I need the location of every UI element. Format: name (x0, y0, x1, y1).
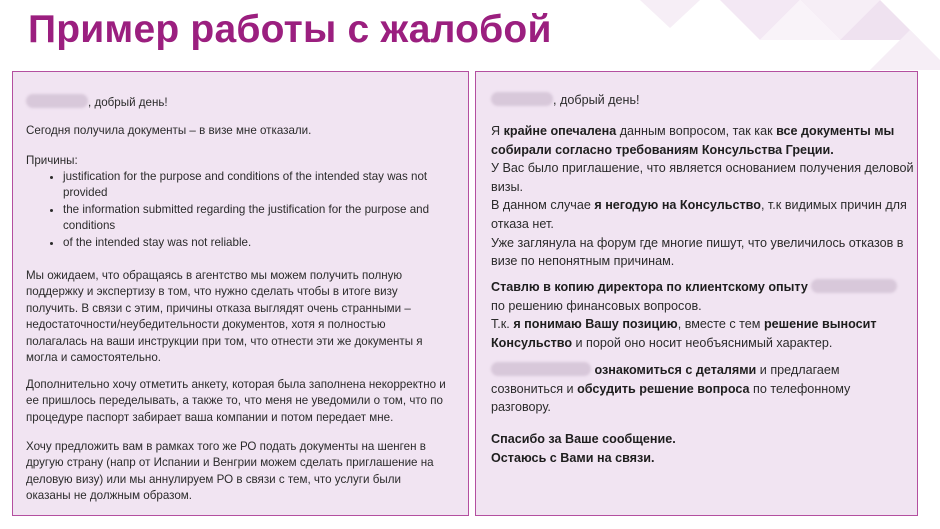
bold-span: Ставлю в копию директора по клиентскому опыту (491, 280, 808, 294)
list-item: • of the intended stay was not reliable. (63, 235, 468, 251)
text-span: по решению финансовых вопросов. (491, 298, 702, 313)
bold-span: я понимаю Вашу позицию (513, 317, 678, 332)
bold-span: крайне опечалена (503, 124, 617, 138)
text-span: Я (491, 124, 504, 138)
response-paragraph-2 (491, 278, 914, 352)
complaint-intro: Сегодня получила документы – в визе мне отказали. (26, 124, 312, 137)
reasons-list (26, 169, 468, 251)
greeting-line (26, 94, 456, 111)
bold-span: решение выносит Консульство (491, 317, 877, 350)
greeting-line (491, 91, 911, 110)
list-item: • justification for the purpose and conditions of the intended stay was not provided (63, 169, 468, 202)
greeting-text: , добрый день! (553, 93, 640, 107)
text-span: Уже заглянула на форум где многие пишут, что увеличилось отказов в визе по непонятным причинам. (491, 235, 904, 269)
text-span: и порой оно носит необъяснимый характер. (572, 335, 833, 350)
bold-span: обсудить решение вопроса (577, 381, 750, 396)
response-paragraph-3 (491, 361, 871, 417)
text-span: У Вас было приглашение, что является основанием получения деловой визы. (491, 161, 914, 194)
text-span: и предлагаем созвониться и (491, 363, 840, 396)
text-span: В данном случае (491, 198, 595, 213)
text-span: , т.к видимых причин для отказа нет. (491, 198, 907, 231)
redacted-name (26, 94, 88, 108)
bold-span: я негодую на Консульство (594, 198, 761, 213)
complaint-paragraph-3: Хочу предложить вам в рамках того же РО подать документы на шенген в другую страну (напр от Испании и Венгрии можем сделать приглашение на деловую визу) или мы аннулируем РО в связи с тем, что услуги были оказаны не должным образом. (26, 440, 434, 503)
redacted-name (811, 279, 897, 293)
redacted-name (491, 92, 553, 106)
redacted-name (491, 362, 591, 376)
bold-span: Спасибо за Ваше сообщение. (491, 432, 676, 446)
bold-span: ознакомиться с деталями (594, 363, 757, 377)
complaint-card (12, 71, 469, 516)
text-span: Т.к. (491, 317, 514, 332)
reasons-label: Причины: (26, 154, 78, 167)
complaint-paragraph-1: Мы ожидаем, что обращаясь в агентство мы можем получить полную поддержку и экспертизу в том, что нужно сделать чтобы в итоге визу получить. В связи с этим, причины отказа выглядят очень странными – недостаточности/неубедительности документов, хотя я полностью полагалась на ваши инструкции при том, что отнести эти же документы я могла и самостоятельно. (26, 269, 423, 365)
greeting-text: , добрый день! (88, 96, 168, 109)
text-span: данным вопросом, так как (616, 124, 777, 138)
bold-span: Остаюсь с Вами на связи. (491, 450, 655, 465)
bold-span: все документы мы собирали согласно требованиям Консульства Греции. (491, 124, 895, 157)
complaint-paragraph-2: Дополнительно хочу отметить анкету, которая была заполнена некорректно и ее пришлось переделывать, а также то, что меня не уведомили о том, что по процедуре паспорт забирает ваша компании и потом передает мне. (26, 378, 446, 424)
text-span: , вместе с тем (677, 317, 764, 332)
response-card (475, 71, 918, 516)
response-paragraph-1 (491, 122, 914, 271)
page-title: Пример работы с жалобой (28, 8, 552, 51)
text-span: по телефонному разговору. (491, 381, 851, 415)
list-item: • the information submitted regarding the justification for the purpose and conditions (63, 202, 468, 235)
response-closing (491, 430, 911, 467)
